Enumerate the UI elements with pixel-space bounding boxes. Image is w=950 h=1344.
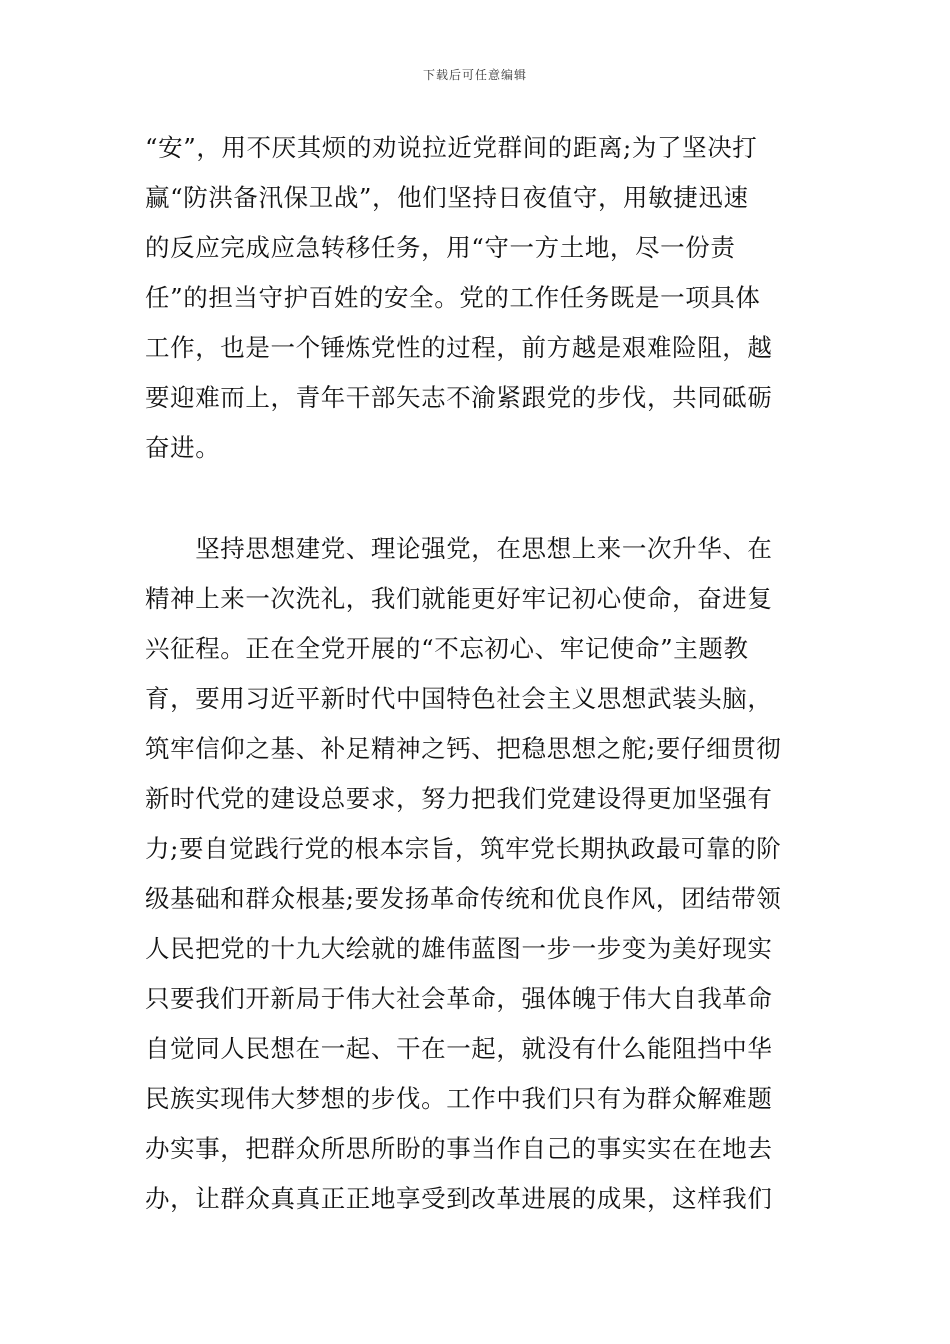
paragraph-line: 赢“防洪备汛保卫战”，他们坚持日夜值守，用敏捷迅速 — [145, 183, 749, 212]
paragraph-line: 办实事，把群众所思所盼的事当作自己的事实实在在地去 — [145, 1134, 773, 1163]
paragraph-line: 办，让群众真真正正地享受到改革进展的成果，这样我们 — [145, 1184, 773, 1213]
paragraph-line: 的反应完成应急转移任务，用“守一方土地，尽一份责 — [145, 233, 736, 262]
paragraph-line: 新时代党的建设总要求，努力把我们党建设得更加坚强有 — [145, 784, 773, 813]
paragraph-1 — [145, 123, 807, 473]
paragraph-line: 级基础和群众根基;要发扬革命传统和优良作风，团结带领 — [145, 884, 782, 913]
paragraph-line: 工作，也是一个锤炼党性的过程，前方越是艰难险阻，越 — [145, 333, 773, 362]
paragraph-line: 民族实现伟大梦想的步伐。工作中我们只有为群众解难题 — [145, 1084, 773, 1113]
header-note: 下载后可任意编辑 — [422, 68, 527, 82]
paragraph-line: 人民把党的十九大绘就的雄伟蓝图一步一步变为美好现实 — [145, 934, 773, 963]
paragraph-line: “安”，用不厌其烦的劝说拉近党群间的距离;为了坚决打 — [145, 133, 758, 162]
paragraph-line: 坚持思想建党、理论强党，在思想上来一次升华、在 — [145, 534, 773, 563]
paragraph-line: 育，要用习近平新时代中国特色社会主义思想武装头脑， — [145, 684, 773, 713]
paragraph-line: 要迎难而上，青年干部矢志不渝紧跟党的步伐，共同砥砺 — [145, 383, 773, 412]
paragraph-line: 奋进。 — [145, 433, 221, 462]
paragraph-line: 力;要自觉践行党的根本宗旨，筑牢党长期执政最可靠的阶 — [145, 834, 782, 863]
paragraph-line: 任”的担当守护百姓的安全。党的工作任务既是一项具体 — [145, 283, 761, 312]
paragraph-line: 精神上来一次洗礼，我们就能更好牢记初心使命，奋进复 — [145, 584, 773, 613]
paragraph-line: 只要我们开新局于伟大社会革命，强体魄于伟大自我革命 — [145, 984, 773, 1013]
paragraph-line: 兴征程。正在全党开展的“不忘初心、牢记使命”主题教 — [145, 634, 749, 663]
paragraph-line: 自觉同人民想在一起、干在一起，就没有什么能阻挡中华 — [145, 1034, 773, 1063]
paragraph-2 — [145, 524, 807, 1224]
paragraph-line: 筑牢信仰之基、补足精神之钙、把稳思想之舵;要仔细贯彻 — [145, 734, 782, 763]
